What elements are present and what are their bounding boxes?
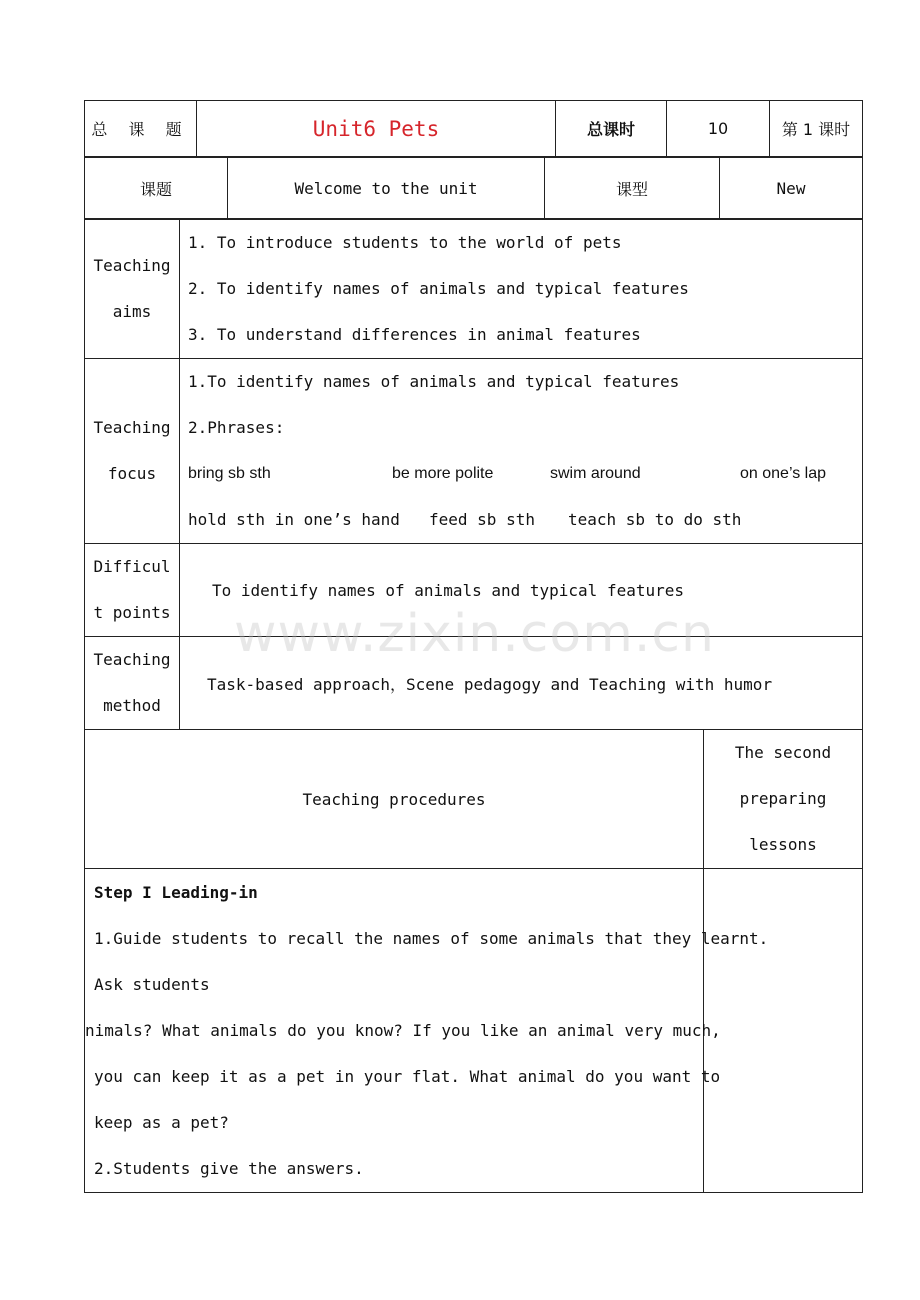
teaching-method-label-line1: Teaching xyxy=(93,650,171,669)
teaching-focus-content xyxy=(180,359,863,544)
watermark: www.zixin.com.cn xyxy=(234,604,715,664)
teaching-method-text: Task-based approach，Scene pedagogy and Teaching with humor xyxy=(180,637,863,730)
teaching-aims-label-line1: Teaching xyxy=(93,256,171,275)
teaching-focus-label xyxy=(85,359,180,544)
aim-item: 3. To understand differences in animal features xyxy=(188,325,641,344)
phrase: bring sb sth xyxy=(188,465,271,482)
second-preparing-line2: preparing xyxy=(739,789,827,808)
second-preparing-header xyxy=(704,730,863,869)
type-label: 课型 xyxy=(545,158,720,219)
type-value: New xyxy=(720,158,863,219)
difficult-points-label-line2: t points xyxy=(93,603,171,622)
step-line: you can keep it as a pet in your flat. What animal do you want to xyxy=(94,1067,721,1086)
teaching-focus-row xyxy=(85,359,863,544)
unit-title: Unit6 Pets xyxy=(312,116,440,141)
step-line: nimals? What animals do you know? If you like an animal very much, xyxy=(85,1021,721,1040)
second-preparing-line3: lessons xyxy=(749,835,817,854)
difficult-points-text: To identify names of animals and typical features xyxy=(180,544,863,637)
aim-item: 2. To identify names of animals and typical features xyxy=(188,279,689,298)
teaching-focus-label-line2: focus xyxy=(107,464,157,483)
teaching-method-label xyxy=(85,637,180,730)
focus-item: 1.To identify names of animals and typical features xyxy=(188,372,680,391)
total-topic-label: 总 课 题 xyxy=(85,101,197,157)
step-row xyxy=(85,869,863,1193)
phrase: feed sb sth xyxy=(429,510,535,529)
phrases-row xyxy=(188,497,862,543)
total-hours-value: 10 xyxy=(667,101,770,157)
step-line: keep as a pet? xyxy=(94,1113,229,1132)
step-content xyxy=(85,869,769,1193)
step-line: 1.Guide students to recall the names of some animals that they learnt. xyxy=(94,929,769,948)
phrase: be more polite xyxy=(392,465,494,482)
teaching-aims-content xyxy=(180,220,863,359)
procedures-heading: Teaching procedures xyxy=(85,730,704,869)
step-title: Step I Leading-in xyxy=(94,883,258,902)
phrase: on one’s lap xyxy=(740,465,826,482)
aim-item: 1. To introduce students to the world of pets xyxy=(188,233,622,252)
lesson-table xyxy=(84,157,863,219)
step-line: 2.Students give the answers. xyxy=(94,1159,364,1178)
phrases-row xyxy=(188,451,862,497)
header-table xyxy=(84,100,863,157)
lesson-number: 第 1 课时 xyxy=(770,101,863,157)
phrase: teach sb to do sth xyxy=(568,510,742,529)
teaching-method-row xyxy=(85,637,863,730)
teaching-method-label-line2: method xyxy=(103,696,161,715)
unit-title-cell xyxy=(197,101,556,157)
teaching-aims-label-line2: aims xyxy=(112,302,152,321)
difficult-points-label xyxy=(85,544,180,637)
procedures-header-row xyxy=(85,730,863,869)
focus-item: 2.Phrases: xyxy=(188,418,285,437)
difficult-points-label-line1: Difficul xyxy=(93,557,171,576)
second-preparing-notes xyxy=(704,869,863,1193)
teaching-aims-label xyxy=(85,220,180,359)
main-table xyxy=(84,219,863,1193)
total-hours-label: 总课时 xyxy=(556,101,667,157)
step-line: Ask students xyxy=(94,975,210,994)
difficult-points-row xyxy=(85,544,863,637)
topic-label: 课题 xyxy=(85,158,228,219)
second-preparing-line1: The second xyxy=(734,743,832,762)
teaching-aims-row xyxy=(85,220,863,359)
phrase: hold sth in one’s hand xyxy=(188,510,400,529)
topic-value: Welcome to the unit xyxy=(228,158,545,219)
phrase: swim around xyxy=(550,465,641,482)
teaching-focus-label-line1: Teaching xyxy=(93,418,171,437)
